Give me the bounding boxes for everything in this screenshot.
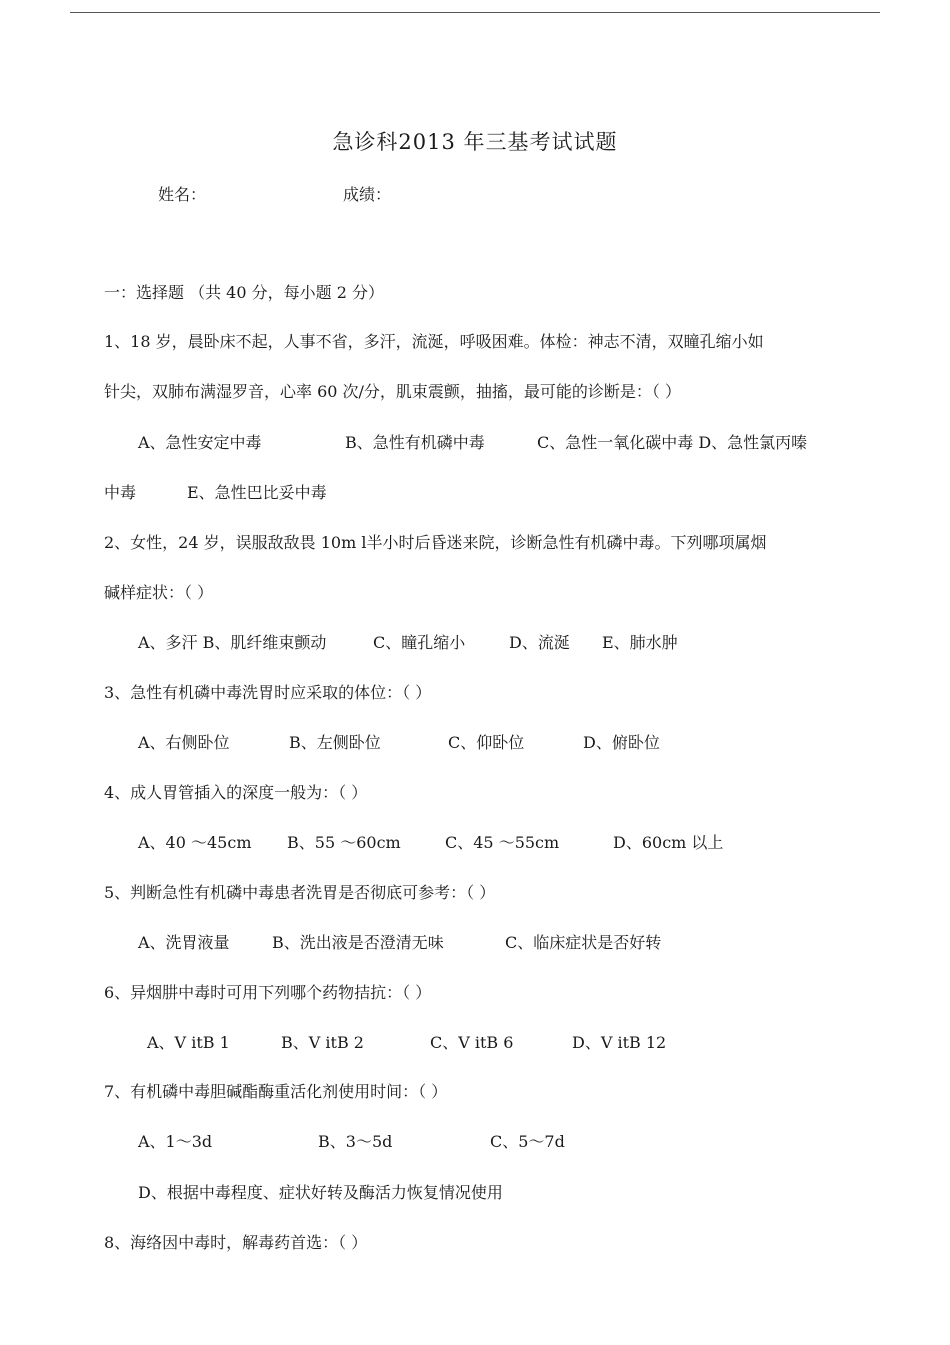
header-rule: [70, 12, 880, 13]
question-1-stem-line-2: 针尖，双肺布满湿罗音，心率 60 次/分，肌束震颤，抽搐，最可能的诊断是：（ ）: [104, 382, 682, 401]
question-7-option-a: A、1～3d: [138, 1132, 213, 1151]
question-5-option-a: A、洗胃液量: [138, 933, 230, 952]
question-2-option-a-b: A、多汗 B、肌纤维束颤动: [138, 633, 327, 652]
question-6-option-d: D、V itB 12: [572, 1033, 667, 1052]
question-7-option-c: C、5～7d: [490, 1132, 565, 1151]
question-5-option-b: B、洗出液是否澄清无味: [272, 933, 444, 952]
question-2-stem-line-2: 碱样症状：（ ）: [104, 583, 214, 602]
question-1-option-d-cont: 中毒: [104, 483, 137, 502]
question-2-stem-line-1: 2、女性，24 岁，误服敌敌畏 10m l半小时后昏迷来院，诊断急性有机磷中毒。下列哪项属烟: [104, 533, 767, 552]
question-4-stem: 4、成人胃管插入的深度一般为：（ ）: [104, 783, 368, 802]
question-4-option-b: B、55 ～60cm: [287, 833, 401, 852]
score-label: 成绩：: [343, 185, 392, 204]
question-1-option-e: E、急性巴比妥中毒: [187, 483, 327, 502]
question-7-option-d: D、根据中毒程度、症状好转及酶活力恢复情况使用: [138, 1183, 503, 1202]
document-title: 急诊科2013 年三基考试试题: [332, 130, 618, 154]
question-3-option-b: B、左侧卧位: [289, 733, 381, 752]
name-label: 姓名：: [158, 185, 207, 204]
question-5-stem: 5、判断急性有机磷中毒患者洗胃是否彻底可参考：（ ）: [104, 883, 496, 902]
question-1-option-a: A、急性安定中毒: [138, 433, 262, 452]
question-8-stem: 8、海络因中毒时，解毒药首选：（ ）: [104, 1233, 368, 1252]
question-3-stem: 3、急性有机磷中毒洗胃时应采取的体位：（ ）: [104, 683, 432, 702]
question-4-option-a: A、40 ～45cm: [138, 833, 252, 852]
question-6-option-b: B、V itB 2: [281, 1033, 364, 1052]
question-3-option-d: D、俯卧位: [583, 733, 660, 752]
section-heading: 一：选择题 （共 40 分，每小题 2 分）: [104, 283, 384, 302]
question-3-option-c: C、仰卧位: [448, 733, 525, 752]
question-6-option-a: A、V itB 1: [147, 1033, 230, 1052]
question-7-stem: 7、有机磷中毒胆碱酯酶重活化剂使用时间：（ ）: [104, 1082, 448, 1101]
question-2-option-e: E、肺水肿: [602, 633, 678, 652]
question-1-option-b: B、急性有机磷中毒: [345, 433, 485, 452]
question-1-stem-line-1: 1、18 岁，晨卧床不起，人事不省，多汗，流涎，呼吸困难。体检：神志不清，双瞳孔缩小如: [104, 332, 764, 351]
question-4-option-d: D、60cm 以上: [613, 833, 724, 852]
question-3-option-a: A、右侧卧位: [138, 733, 230, 752]
question-4-option-c: C、45 ～55cm: [445, 833, 560, 852]
question-5-option-c: C、临床症状是否好转: [505, 933, 662, 952]
question-7-option-b: B、3～5d: [318, 1132, 393, 1151]
question-6-stem: 6、异烟肼中毒时可用下列哪个药物拮抗：（ ）: [104, 983, 432, 1002]
question-6-option-c: C、V itB 6: [430, 1033, 514, 1052]
question-2-option-c: C、瞳孔缩小: [373, 633, 466, 652]
question-1-option-c-d: C、急性一氧化碳中毒 D、急性氯丙嗪: [537, 433, 808, 452]
question-2-option-d: D、流涎: [509, 633, 570, 652]
